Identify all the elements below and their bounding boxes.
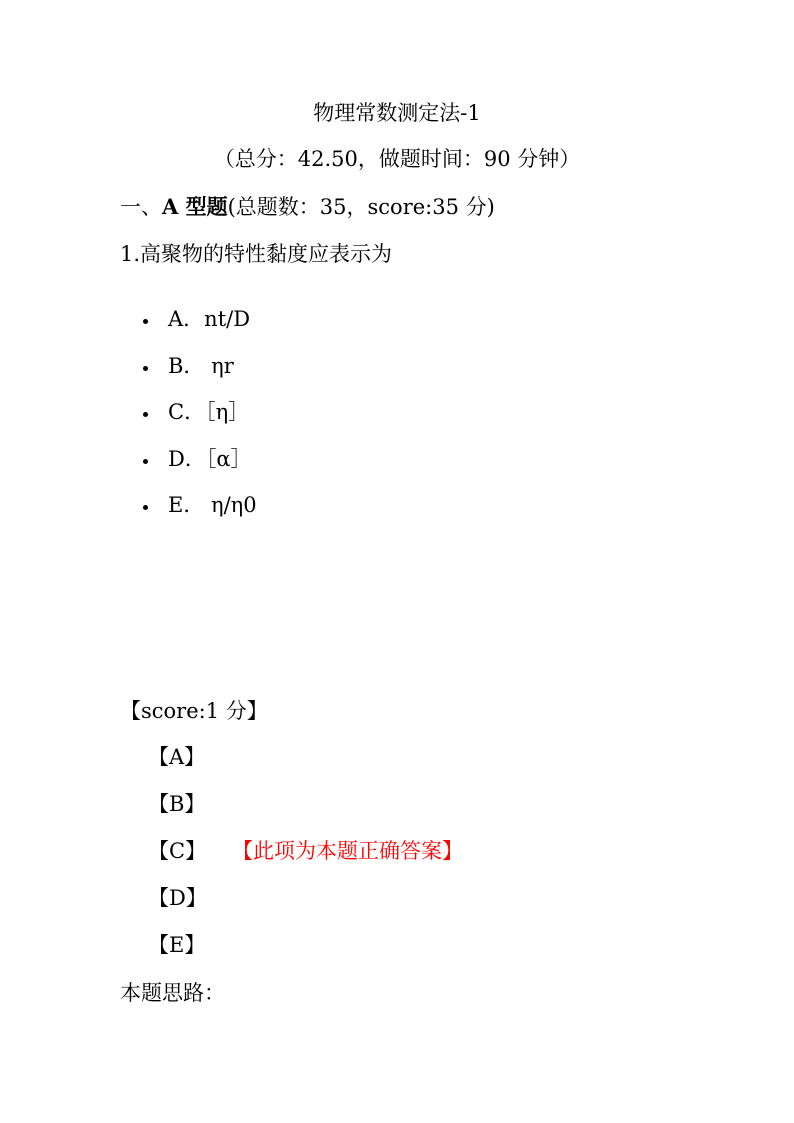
option-list [140, 305, 257, 538]
option-item [140, 352, 257, 399]
answer-label: 【B】 [148, 792, 206, 816]
section-info: (总题数：35，score:35 分) [227, 195, 495, 219]
question-text: 1.高聚物的特性黏度应表示为 [120, 242, 393, 266]
option-item [140, 445, 257, 492]
document-title: 物理常数测定法-1 [313, 101, 481, 125]
option-item [140, 305, 257, 352]
option-label: C．［η］ [168, 400, 250, 424]
bullet-icon [143, 459, 148, 464]
option-label: E． η/η0 [168, 493, 257, 517]
correct-answer-note: 【此项为本题正确答案】 [232, 839, 463, 863]
answer-row [148, 884, 207, 931]
bullet-icon [143, 412, 148, 417]
answer-row [148, 931, 207, 978]
bullet-icon [143, 319, 148, 324]
bullet-icon [143, 505, 148, 510]
document-subtitle: （总分：42.50，做题时间：90 分钟） [213, 147, 581, 171]
analysis-label: 本题思路： [120, 981, 225, 1005]
option-label: B． ηr [168, 353, 234, 378]
option-item [140, 398, 257, 445]
option-label: D．［α］ [168, 446, 252, 471]
answer-row [148, 790, 207, 837]
answer-label: 【A】 [148, 745, 206, 769]
option-label: A．nt/D [168, 307, 251, 331]
section-prefix: 一、 [120, 195, 162, 219]
answer-label: 【C】 [148, 839, 207, 863]
score-label: 【score:1 分】 [120, 699, 268, 723]
answer-label: 【E】 [148, 933, 206, 957]
answer-list [148, 743, 463, 978]
answer-row [148, 837, 463, 884]
bullet-icon [143, 366, 148, 371]
option-item [140, 491, 257, 538]
answer-label: 【D】 [148, 886, 207, 910]
answer-row [148, 743, 207, 790]
section-heading [120, 193, 495, 221]
section-type: A 型题 [162, 194, 228, 219]
